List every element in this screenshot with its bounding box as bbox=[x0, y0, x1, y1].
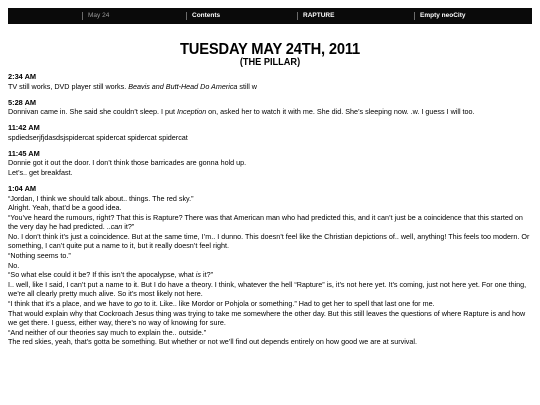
entry-timestamp: 11:45 AM bbox=[8, 148, 40, 158]
entry-timestamp: 11:42 AM bbox=[8, 123, 40, 133]
nav-item-contents[interactable]: Contents bbox=[192, 12, 221, 19]
entry-text: on, asked her to watch it with me. She did. She’s sleeping now. .w. I guess I will too. bbox=[206, 107, 475, 117]
entry-emphasis: Beavis and Butt-Head Do America bbox=[128, 81, 238, 91]
entry-line bbox=[8, 213, 532, 232]
entry-line bbox=[8, 158, 532, 168]
page-title: TUESDAY MAY 24TH, 2011 bbox=[179, 41, 361, 58]
entry-line bbox=[8, 309, 532, 328]
entry-text: spdiedserjfjdasdsjspidercat spidercat spidercat spidercat bbox=[8, 132, 188, 142]
entry-text: “And neither of our theories say much to explain the.. outside.” bbox=[8, 327, 207, 337]
entry-text: Donnie got it out the door. I don’t think those barricades are gonna hold up. bbox=[8, 158, 247, 168]
nav-item-empty-neocity[interactable]: Empty neoCity bbox=[420, 12, 466, 19]
nav-separator bbox=[82, 12, 83, 20]
entry-line bbox=[8, 337, 532, 347]
nav-separator bbox=[186, 12, 187, 20]
entry-text: to it. Like.. like Mordor or Pohjola or something.” Had to get her to spell that last one for me. bbox=[142, 299, 435, 309]
entry-timestamp: 2:34 AM bbox=[8, 72, 37, 81]
entry-text: No. I don’t think it’s just a coincidence. But at the same time, I’m.. I dunno. This doesn’t feel like the Christian depictions of.. well, anything! This feels too modern. Or something, I can’t quite put a name to it, but it really doesn’t feel right. bbox=[8, 231, 530, 251]
entry-text: it?” bbox=[122, 222, 135, 232]
entry-text: That would explain why that Cockroach Jesus thing was trying to take me somewhere the other day. But this still leaves the questions of where Rapture is and how we get there. I guess, either way, there’s no way of knowing for sure. bbox=[8, 308, 526, 328]
entry-line bbox=[8, 107, 532, 117]
entry-timestamp: 5:28 AM bbox=[8, 97, 37, 107]
entry-text: “Jordan, I think we should talk about.. things. The red sky.” bbox=[8, 193, 194, 203]
entry-line bbox=[8, 299, 532, 309]
entry-text: it?” bbox=[200, 270, 213, 280]
entry-text: Donnivan came in. She said she couldn’t sleep. I put bbox=[8, 107, 178, 117]
entry-line bbox=[8, 82, 532, 92]
entry-text: TV still works, DVD player still works. bbox=[8, 81, 129, 91]
entry-line bbox=[8, 168, 532, 178]
entry-text: I.. well, like I said, I can’t put a name to it. But I do have a theory. I think, whatever the hell “Rapture” is, it’s not here yet. It’s coming, just not here yet. For one thing, we’re all clearly pretty much alive. So it’s most likely not here. bbox=[8, 279, 527, 299]
top-nav-bar bbox=[8, 8, 532, 24]
entry-line bbox=[8, 203, 532, 213]
entry-emphasis: Inception bbox=[177, 107, 207, 117]
nav-item-rapture[interactable]: RAPTURE bbox=[303, 12, 335, 19]
entry-line bbox=[8, 194, 532, 204]
entry-emphasis: is bbox=[195, 270, 201, 280]
entry-text: The red skies, yeah, that’s gotta be something. But whether or not we’ll find out depends entirely on how good we are at survival. bbox=[8, 337, 417, 347]
page-subtitle: (THE PILLAR) bbox=[239, 57, 301, 68]
entry-text: still w bbox=[237, 81, 257, 91]
nav-separator bbox=[414, 12, 415, 20]
journal-entry bbox=[8, 123, 532, 142]
entry-text: “You’ve heard the rumours, right? That this is Rapture? There was that American man who had predicted this, and it can’t just be a coincidence that this started on the very day he had predicted. .. bbox=[8, 212, 523, 232]
entry-text: “So what else could it be? If this isn’t the apocalypse, what bbox=[8, 270, 196, 280]
journal-entries bbox=[8, 72, 532, 353]
entry-text: Alright. Yeah, that’d be a good idea. bbox=[8, 203, 122, 213]
entry-text: No. bbox=[8, 260, 20, 270]
journal-entry bbox=[8, 184, 532, 347]
journal-entry bbox=[8, 98, 532, 117]
journal-entry bbox=[8, 72, 532, 91]
entry-text: Let’s.. get breakfast. bbox=[8, 167, 73, 177]
entry-line bbox=[8, 261, 532, 271]
nav-separator bbox=[297, 12, 298, 20]
entry-line bbox=[8, 280, 532, 299]
entry-line bbox=[8, 328, 532, 338]
page-header bbox=[0, 42, 540, 68]
entry-line bbox=[8, 251, 532, 261]
journal-entry bbox=[8, 149, 532, 178]
entry-line bbox=[8, 232, 532, 251]
entry-timestamp: 1:04 AM bbox=[8, 183, 37, 193]
entry-text: “I think that it’s a place, and we have to bbox=[8, 299, 135, 309]
entry-emphasis: can bbox=[110, 222, 123, 232]
nav-item-date[interactable]: May 24 bbox=[88, 12, 110, 19]
entry-emphasis: go bbox=[134, 299, 143, 309]
entry-line bbox=[8, 270, 532, 280]
entry-text: “Nothing seems to.” bbox=[8, 251, 71, 261]
entry-line bbox=[8, 133, 532, 143]
